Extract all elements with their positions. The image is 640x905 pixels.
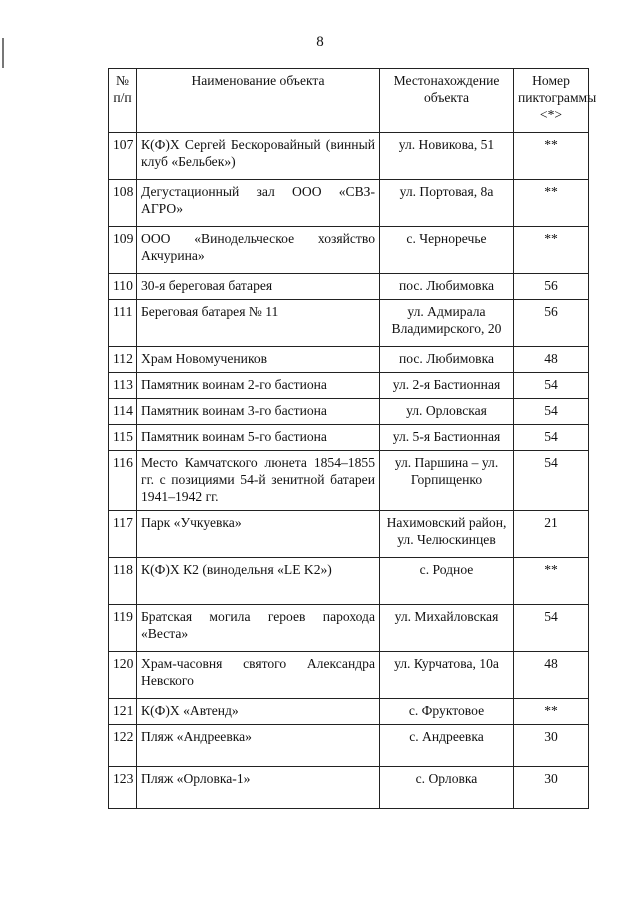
row-number: 120 — [109, 652, 137, 699]
pictogram-number: 30 — [514, 725, 589, 767]
object-name: Храм-часовня святого Александра Невского — [137, 652, 380, 699]
object-name: Дегустационный зал ООО «СВЗ-АГРО» — [137, 180, 380, 227]
row-number: 116 — [109, 451, 137, 511]
header-number: № п/п — [109, 69, 137, 133]
object-location: с. Родное — [380, 558, 514, 605]
object-name: Памятник воинам 2-го бастиона — [137, 373, 380, 399]
pictogram-number: 30 — [514, 767, 589, 809]
row-number: 107 — [109, 133, 137, 180]
object-location: ул. 2-я Бастионная — [380, 373, 514, 399]
row-number: 118 — [109, 558, 137, 605]
object-location: пос. Любимовка — [380, 347, 514, 373]
header-pictogram: Номер пиктограммы <*> — [514, 69, 589, 133]
header-name: Наименование объекта — [137, 69, 380, 133]
pictogram-number: 48 — [514, 347, 589, 373]
row-number: 114 — [109, 399, 137, 425]
row-number: 121 — [109, 699, 137, 725]
table-row — [109, 767, 589, 809]
row-number: 109 — [109, 227, 137, 274]
pictogram-number: 54 — [514, 451, 589, 511]
page-number: 8 — [316, 34, 324, 50]
table-row — [109, 652, 589, 699]
object-name: К(Ф)Х «Автенд» — [137, 699, 380, 725]
object-name: Храм Новомучеников — [137, 347, 380, 373]
pictogram-number: 56 — [514, 274, 589, 300]
object-name: Памятник воинам 5-го бастиона — [137, 425, 380, 451]
table-row — [109, 399, 589, 425]
object-location: с. Орловка — [380, 767, 514, 809]
table-row — [109, 605, 589, 652]
row-number: 111 — [109, 300, 137, 347]
table-row — [109, 133, 589, 180]
object-location: пос. Любимовка — [380, 274, 514, 300]
table-row — [109, 347, 589, 373]
object-location: ул. Адмирала Владимирского, 20 — [380, 300, 514, 347]
table-row — [109, 274, 589, 300]
object-location: ул. Паршина – ул. Горпищенко — [380, 451, 514, 511]
object-location: ул. Новикова, 51 — [380, 133, 514, 180]
object-location: ул. Портовая, 8а — [380, 180, 514, 227]
table-row — [109, 699, 589, 725]
object-name: Памятник воинам 3-го бастиона — [137, 399, 380, 425]
object-name: Место Камчатского люнета 1854–1855 гг. с позициями 54-й зенитной батареи 1941–1942 гг. — [137, 451, 380, 511]
object-location: ул. Орловская — [380, 399, 514, 425]
object-name: К(Ф)Х К2 (винодельня «LE K2») — [137, 558, 380, 605]
pictogram-number: 56 — [514, 300, 589, 347]
pictogram-number: ** — [514, 558, 589, 605]
objects-table — [108, 68, 597, 809]
pictogram-number: 54 — [514, 373, 589, 399]
object-location: ул. 5-я Бастионная — [380, 425, 514, 451]
header-location: Местонахождение объекта — [380, 69, 514, 133]
table-row — [109, 425, 589, 451]
pictogram-number: ** — [514, 227, 589, 274]
table-row — [109, 725, 589, 767]
table-row — [109, 180, 589, 227]
row-number: 115 — [109, 425, 137, 451]
table-row — [109, 300, 589, 347]
object-location: ул. Курчатова, 10а — [380, 652, 514, 699]
pictogram-number: 21 — [514, 511, 589, 558]
pictogram-number: ** — [514, 133, 589, 180]
row-number: 108 — [109, 180, 137, 227]
object-location: с. Черноречье — [380, 227, 514, 274]
object-name: К(Ф)Х Сергей Бескоровайный (винный клуб «Бельбек») — [137, 133, 380, 180]
object-name: ООО «Винодельческое хозяйство Акчурина» — [137, 227, 380, 274]
row-number: 117 — [109, 511, 137, 558]
object-name: Пляж «Орловка-1» — [137, 767, 380, 809]
object-name: 30-я береговая батарея — [137, 274, 380, 300]
row-number: 110 — [109, 274, 137, 300]
table-row — [109, 373, 589, 399]
row-number: 122 — [109, 725, 137, 767]
row-number: 123 — [109, 767, 137, 809]
pictogram-number: 54 — [514, 605, 589, 652]
table-row — [109, 558, 589, 605]
object-name: Береговая батарея № 11 — [137, 300, 380, 347]
table-header-row — [109, 69, 589, 133]
row-number: 113 — [109, 373, 137, 399]
pictogram-number: 48 — [514, 652, 589, 699]
pictogram-number: 54 — [514, 425, 589, 451]
pictogram-number: ** — [514, 180, 589, 227]
pictogram-number: ** — [514, 699, 589, 725]
row-number: 119 — [109, 605, 137, 652]
object-location: ул. Михайловская — [380, 605, 514, 652]
table-body — [109, 133, 589, 809]
pictogram-number: 54 — [514, 399, 589, 425]
table-row — [109, 511, 589, 558]
object-location: Нахимовский район, ул. Челюскинцев — [380, 511, 514, 558]
object-name: Пляж «Андреевка» — [137, 725, 380, 767]
table-row — [109, 227, 589, 274]
object-location: с. Фруктовое — [380, 699, 514, 725]
object-location: с. Андреевка — [380, 725, 514, 767]
object-name: Братская могила героев парохода «Веста» — [137, 605, 380, 652]
object-name: Парк «Учкуевка» — [137, 511, 380, 558]
row-number: 112 — [109, 347, 137, 373]
table-row — [109, 451, 589, 511]
